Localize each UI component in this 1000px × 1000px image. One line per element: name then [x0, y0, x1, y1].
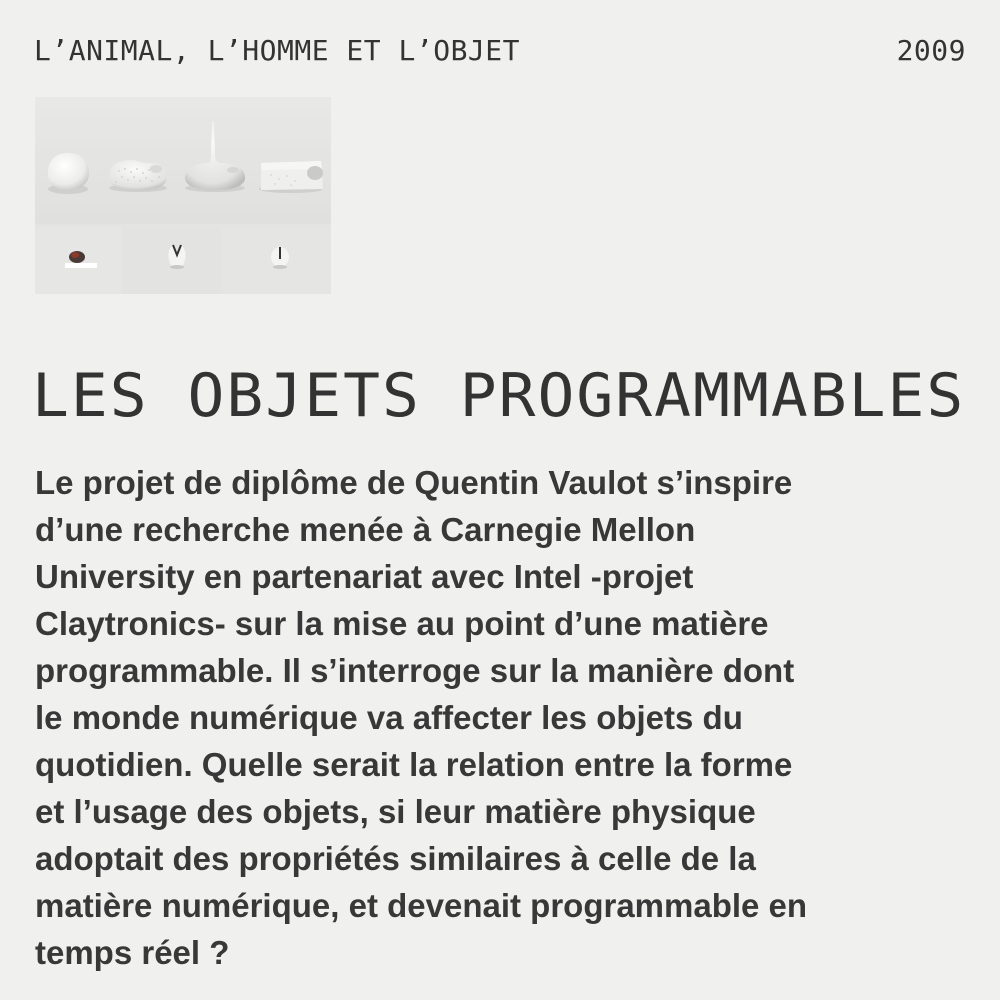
body-text	[35, 459, 965, 976]
body-line: matière numérique, et devenait programmable en	[35, 887, 808, 924]
header	[34, 30, 966, 70]
body-line: le monde numérique va affecter les objets du	[35, 699, 743, 736]
ceramic-objects-photo	[35, 97, 331, 294]
header-category: L’ANIMAL, L’HOMME ET L’OBJET	[34, 33, 521, 67]
body-line: Le projet de diplôme de Quentin Vaulot s’inspire	[35, 464, 793, 501]
body-line: d’une recherche menée à Carnegie Mellon	[35, 511, 696, 548]
page-title: LES OBJETS PROGRAMMABLES	[32, 361, 966, 431]
body-line: quotidien. Quelle serait la relation entre la forme	[35, 746, 793, 783]
body-line: et l’usage des objets, si leur matière physique	[35, 793, 756, 830]
project-photo	[35, 97, 331, 294]
body-line: adoptait des propriétés similaires à celle de la	[35, 840, 756, 877]
body-line: Claytronics- sur la mise au point d’une matière	[35, 605, 769, 642]
object-block	[259, 161, 323, 193]
header-year: 2009	[896, 33, 966, 67]
body-line: programmable. Il s’interroge sur la manière dont	[35, 652, 795, 689]
body-line: University en partenariat avec Intel -projet	[35, 558, 694, 595]
object-textured-stone	[109, 160, 167, 192]
object-pebble	[48, 153, 89, 194]
body-line: temps réel ?	[35, 934, 230, 971]
